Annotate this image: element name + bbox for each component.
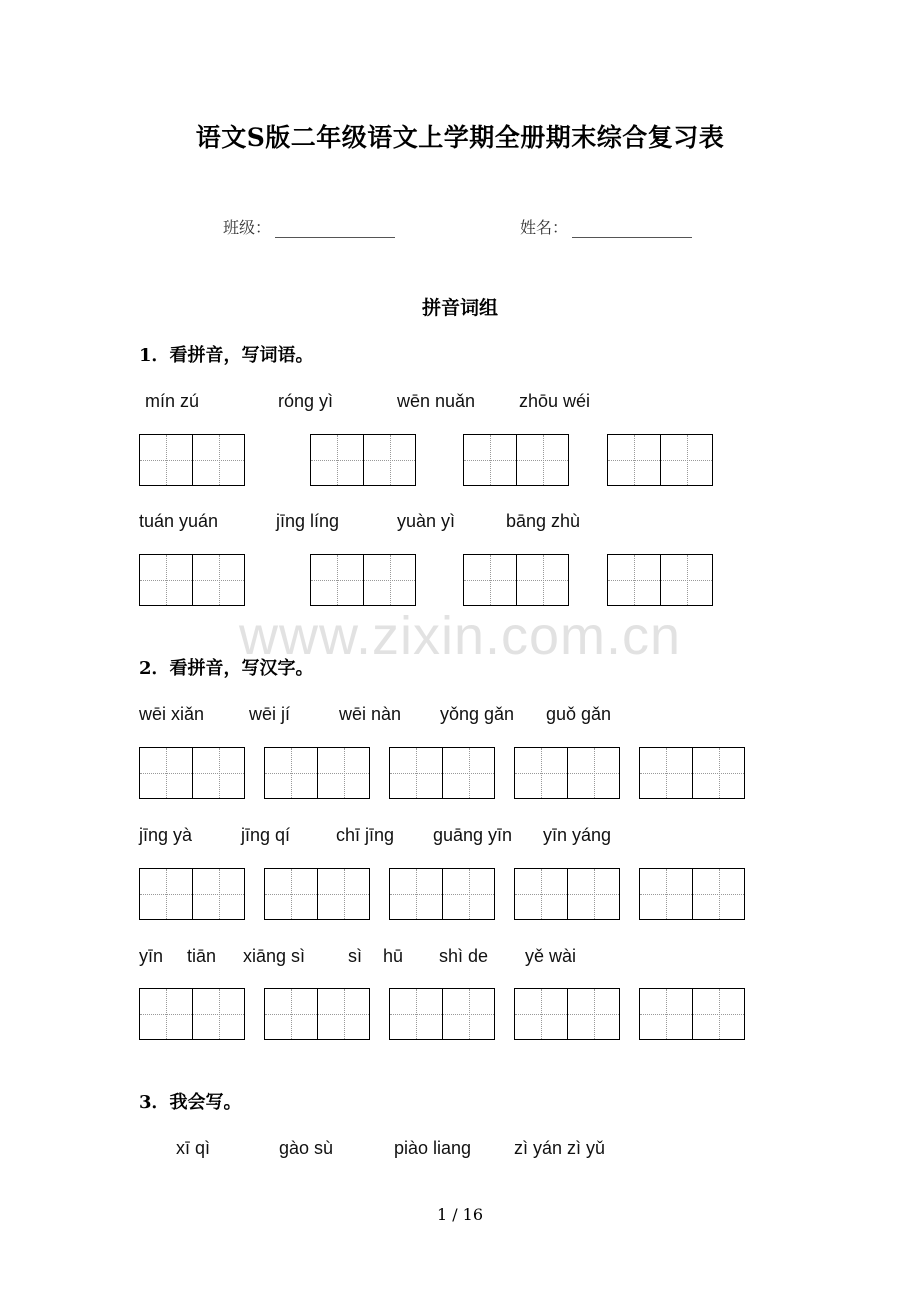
writing-grid[interactable] bbox=[463, 434, 569, 486]
pinyin-label: mín zú bbox=[145, 391, 200, 411]
writing-grid[interactable] bbox=[389, 747, 495, 799]
class-label: 班级： bbox=[223, 218, 272, 237]
pinyin-label: yuàn yì bbox=[397, 511, 456, 531]
question-3-title: 3．我会写。 bbox=[139, 1092, 242, 1113]
pinyin-label: zì yán zì yǔ bbox=[514, 1138, 606, 1158]
pinyin-label: wēi jí bbox=[249, 704, 291, 724]
pinyin-label: hū bbox=[383, 946, 404, 966]
writing-grid[interactable] bbox=[514, 747, 620, 799]
writing-grid[interactable] bbox=[514, 988, 620, 1040]
pinyin-label: guǒ gǎn bbox=[546, 704, 612, 724]
writing-grid[interactable] bbox=[639, 868, 745, 920]
pinyin-label: yǒng gǎn bbox=[440, 704, 515, 724]
writing-grid[interactable] bbox=[514, 868, 620, 920]
writing-grid[interactable] bbox=[639, 747, 745, 799]
pinyin-label: piào liang bbox=[394, 1138, 472, 1158]
pinyin-label: xiāng sì bbox=[243, 946, 306, 966]
pinyin-label: yīn yáng bbox=[543, 825, 612, 845]
pinyin-label: róng yì bbox=[278, 391, 334, 411]
question-2-title: 2．看拼音，写汉字。 bbox=[139, 658, 314, 679]
page-number: 1 / 16 bbox=[436, 1205, 484, 1224]
pinyin-label: jīng qí bbox=[241, 825, 291, 845]
question-1-title: 1．看拼音，写词语。 bbox=[139, 345, 314, 366]
writing-grid[interactable] bbox=[139, 747, 245, 799]
pinyin-label: zhōu wéi bbox=[519, 391, 591, 411]
writing-grid[interactable] bbox=[264, 988, 370, 1040]
writing-grid[interactable] bbox=[264, 868, 370, 920]
writing-grid[interactable] bbox=[310, 434, 416, 486]
writing-grid[interactable] bbox=[463, 554, 569, 606]
writing-grid[interactable] bbox=[139, 988, 245, 1040]
pinyin-label: wēi xiǎn bbox=[139, 704, 205, 724]
class-field bbox=[223, 215, 395, 238]
pinyin-label: gào sù bbox=[279, 1138, 334, 1158]
writing-grid[interactable] bbox=[264, 747, 370, 799]
pinyin-label: xī qì bbox=[176, 1138, 211, 1158]
name-blank-line bbox=[572, 221, 692, 238]
pinyin-label: chī jīng bbox=[336, 825, 395, 845]
pinyin-label: yīn bbox=[139, 946, 164, 966]
writing-grid[interactable] bbox=[389, 868, 495, 920]
writing-grid[interactable] bbox=[139, 434, 245, 486]
name-field bbox=[520, 215, 692, 238]
writing-grid[interactable] bbox=[639, 988, 745, 1040]
pinyin-label: yě wài bbox=[525, 946, 577, 966]
pinyin-label: jīng líng bbox=[276, 511, 340, 531]
pinyin-label: bāng zhù bbox=[506, 511, 581, 531]
pinyin-label: shì de bbox=[439, 946, 489, 966]
writing-grid[interactable] bbox=[607, 434, 713, 486]
writing-grid[interactable] bbox=[607, 554, 713, 606]
pinyin-label: wēn nuǎn bbox=[397, 391, 476, 411]
pinyin-label: tuán yuán bbox=[139, 511, 219, 531]
class-blank-line bbox=[275, 221, 395, 238]
pinyin-label: jīng yà bbox=[139, 825, 193, 845]
pinyin-label: guāng yīn bbox=[433, 825, 513, 845]
pinyin-label: tiān bbox=[187, 946, 217, 966]
writing-grid[interactable] bbox=[389, 988, 495, 1040]
writing-grid[interactable] bbox=[139, 554, 245, 606]
writing-grid[interactable] bbox=[139, 868, 245, 920]
writing-grid[interactable] bbox=[310, 554, 416, 606]
pinyin-label: sì bbox=[348, 946, 363, 966]
name-label: 姓名： bbox=[520, 218, 569, 237]
section-title: 拼音词组 bbox=[421, 297, 498, 319]
pinyin-label: wēi nàn bbox=[339, 704, 402, 724]
document-title: 语文S版二年级语文上学期全册期末综合复习表 bbox=[195, 123, 725, 152]
watermark: www.zixin.com.cn bbox=[238, 606, 682, 666]
